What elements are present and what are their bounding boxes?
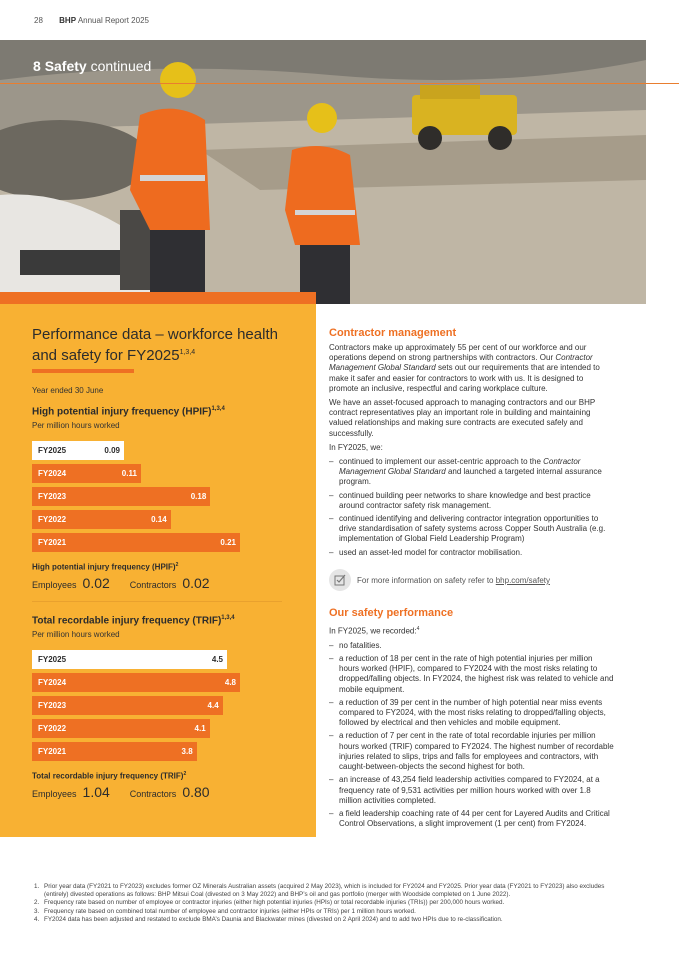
section-rule-extension [646,83,679,84]
hpif-bar-label: FY2025 [38,446,67,455]
section-title [33,58,151,74]
trif-contractors-value: 0.80 [182,784,210,800]
mine-site-illustration [0,40,646,304]
hpif-caption-sup: 2 [175,562,179,568]
performance-intro-sup: 4 [416,626,420,632]
list-item: – an increase of 43,254 field leadership activities compared to FY2024, at a frequency rate of 9,531 activities per million hours worked with over 1.8 million activities completed. [329,775,614,806]
list-item: – continued identifying and delivering contractor integration opportunities to drive standardisation of safety systems across Copper South Australia (e.g. implementation of Global Field Leadership Program) [329,514,614,545]
trif-bar-value: 3.8 [181,747,193,756]
info-text: For more information on safety refer to [357,576,496,585]
hpif-bar-fy2024 [32,464,141,483]
contractor-heading: Contractor management [329,327,457,339]
trif-bar-label: FY2021 [38,747,67,756]
trif-bar-value: 4.8 [224,678,236,687]
footnotes [34,883,624,924]
safety-link[interactable]: bhp.com/safety [495,576,550,585]
trif-bar-value: 4.1 [194,724,206,733]
contractor-list [329,457,614,558]
performance-list [329,641,614,829]
hpif-employees-value: 0.02 [82,575,110,591]
contractor-body [329,343,614,561]
hpif-bar-label: FY2024 [38,469,67,478]
hpif-contractors-label: Contractors [129,580,177,590]
hpif-bar-value: 0.11 [121,469,137,478]
list-item: – no fatalities. [329,641,614,651]
hpif-split [32,575,230,591]
footnote: 2. Frequency rate based on number of employee or contractor injuries (either high potential injuries (HPIs) or total recordable injuries (TRIs)) per 200,000 hours worked. [34,899,505,907]
section-number: 8 [33,58,41,74]
trif-caption-sup: 2 [183,771,187,777]
list-item: – used an asset-led model for contractor mobilisation. [329,548,614,558]
hero-photo [0,40,646,304]
panel-title: Performance data – workforce health and safety for FY2025$^{1,3,4}$ [32,326,278,364]
contractor-p2: We have an asset-focused approach to managing contractors and our BHP contract representatives play an important role in building and maintaining valued relationships and making sure contracts are executed safely and successfully. [329,398,596,438]
document-check-icon [329,569,351,591]
trif-bar-label: FY2022 [38,724,67,733]
section-name: Safety [44,58,87,74]
hpif-bar-value: 0.09 [104,446,120,455]
hpif-heading: High potential injury frequency (HPIF)$^{1,3,4}$ [32,406,225,418]
hpif-bar-label: FY2023 [38,492,67,501]
info-callout [329,569,614,591]
trif-employees-label: Employees [32,789,77,799]
trif-bar-label: FY2025 [38,655,67,664]
list-item: – a reduction of 39 per cent in the number of high potential near miss events compared to FY2024, with the most risks relating to dropped/falling objects, followed by electrical and then vehicles and mobile equipment. [329,698,614,729]
contractor-p3: In FY2025, we: [329,442,383,452]
report-title: Annual Report 2025 [76,16,149,25]
trif-bar-value: 4.4 [207,701,219,710]
hpif-contractors-value: 0.02 [182,575,210,591]
performance-heading: Our safety performance [329,607,454,619]
hpif-bar-label: FY2021 [38,538,67,547]
trif-bar-value: 4.5 [211,655,223,664]
trif-heading-sup: 1,3,4 [221,615,235,621]
hpif-bar-value: 0.21 [220,538,236,547]
hpif-bar-fy2025 [32,441,124,460]
trif-caption: Total recordable injury frequency (TRIF)$^2$ [32,771,187,781]
hpif-bar-value: 0.14 [151,515,167,524]
list-item: – continued building peer networks to share knowledge and best practice around contractor safety risk management. [329,491,614,511]
panel-divider [32,601,282,602]
brand-name: BHP [59,16,77,25]
hpif-bar-fy2021 [32,533,240,552]
hpif-bar-value: 0.18 [190,492,207,501]
section-rule [0,83,646,84]
trif-bar-fy2021 [32,742,197,761]
trif-bar-label: FY2023 [38,701,67,710]
performance-body [329,624,614,832]
year-label: Year ended 30 June [32,386,104,395]
footnote: 1. Prior year data (FY2021 to FY2023) excludes former OZ Minerals Australian assets (acquired 2 May 2023), which is included for FY2024 and FY2025. Prior year data (FY2021 to FY2023) also excludes (entirely) divested operations as follows: BHP Mitsui Coal (divested on 3 May 2022) and BHP’s oil and gas portfolio (merger with Woodside completed on 1 June 2022). [34,883,605,899]
trif-split [32,784,230,800]
section-suffix: continued [86,58,152,74]
orange-accent-bar [0,292,316,304]
hpif-subtitle: Per million hours worked [32,421,120,430]
page-number: 28 [34,16,43,25]
hpif-bar-fy2022 [32,510,171,529]
trif-bar-fy2023 [32,696,223,715]
list-item: – continued to implement our asset-centric approach to the Contractor Management Global Standard and launched a targeted internal assurance program. [329,457,614,488]
trif-contractors-label: Contractors [129,789,177,799]
performance-intro: In FY2025, we recorded:$^4$ [329,626,420,636]
hpif-employees-label: Employees [32,580,77,590]
trif-employees-value: 1.04 [82,784,110,800]
hpif-bar-fy2023 [32,487,210,506]
list-item: – a reduction of 7 per cent in the rate of total recordable injuries per million hours worked (TRIF) compared to FY2024. The highest number of recordable injuries related to slips, trips and falls for employees and contractors, with caught-between-objects the second highest for both. [329,731,614,772]
page-header [34,16,149,25]
panel-title-rule [32,369,134,373]
contractor-p1: Contractors make up approximately 55 per cent of our workforce and our operations depend on strong partnerships with contractors. Our Contractor Management Global Standard sets out our requirements that are intended to make it safer and easier for contractors to work with us. It is designed to promote an inclusive, respectful and caring workplace culture. [329,343,600,393]
panel-title-sup: 1,3,4 [179,349,196,356]
trif-bar-fy2025 [32,650,227,669]
trif-heading: Total recordable injury frequency (TRIF)$^{1,3,4}$ [32,615,235,627]
trif-subtitle: Per million hours worked [32,630,120,639]
list-item: – a reduction of 18 per cent in the rate of high potential injuries per million hours worked (HPIF), compared to FY2024 with the most risks relating to dropped/falling objects. In FY2024, the highest risk was related to vehicle and mobile equipment. [329,654,614,695]
list-item: – a field leadership coaching rate of 44 per cent for Layered Audits and Critical Control Observations, a slight improvement (1 per cent) from FY2024. [329,809,614,829]
trif-bar-label: FY2024 [38,678,67,687]
trif-bar-fy2022 [32,719,210,738]
footnote: 3. Frequency rate based on combined total number of employee and contractor injuries (either HPIs or TRIs) per 1 million hours worked. [34,907,416,915]
footnote: 4. FY2024 data has been adjusted and restated to exclude BMA’s Daunia and Blackwater mines (divested on 2 April 2024) and to add two HPIs due to re-classification. [34,915,503,923]
hpif-heading-sup: 1,3,4 [211,406,225,412]
hpif-bar-label: FY2022 [38,515,67,524]
trif-bar-fy2024 [32,673,240,692]
hpif-caption: High potential injury frequency (HPIF)$^2$ [32,562,179,572]
